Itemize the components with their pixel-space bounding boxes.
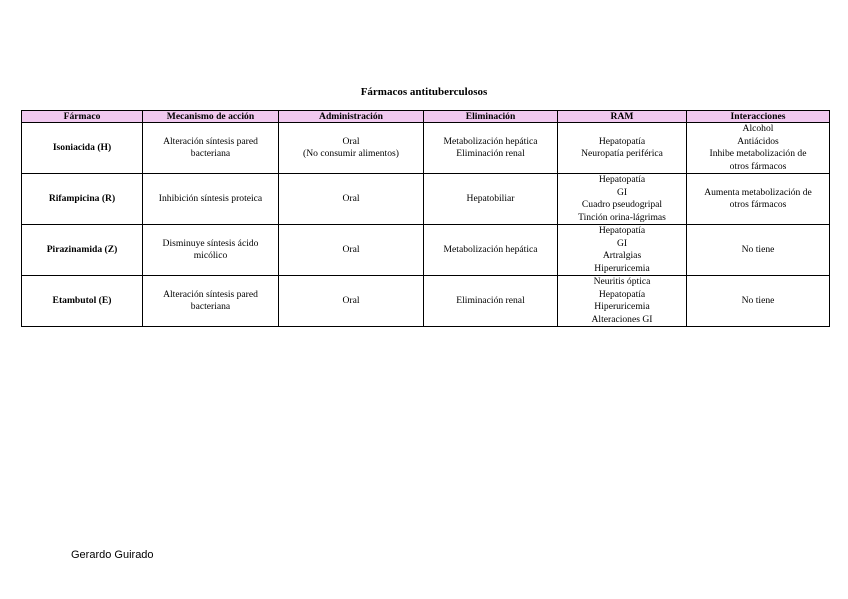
cell-ram xyxy=(558,225,687,276)
cell-interacciones xyxy=(687,225,830,276)
cell-line: (No consumir alimentos) xyxy=(303,148,399,159)
cell-line: Hepatopatía xyxy=(598,225,646,236)
drugs-table xyxy=(21,110,830,327)
cell-line: Neuropatía periférica xyxy=(581,148,663,159)
cell-line: No tiene xyxy=(741,243,775,255)
cell-line: micólico xyxy=(193,250,228,261)
cell-line: bacteriana xyxy=(190,301,231,312)
cell-line: Oral xyxy=(342,135,360,147)
cell-line: Artralgias xyxy=(602,250,642,261)
cell-interacciones xyxy=(687,276,830,327)
cell-administracion xyxy=(279,276,424,327)
cell-line: Metabolización hepática xyxy=(443,243,538,255)
table-row xyxy=(22,123,830,174)
cell-mecanismo xyxy=(143,174,279,225)
cell-line: Oral xyxy=(342,294,360,306)
cell-line: No tiene xyxy=(741,294,775,306)
table-header-row xyxy=(22,111,830,123)
header-farmaco: Fármaco xyxy=(22,111,143,123)
cell-line: Hiperuricemia xyxy=(594,301,650,312)
cell-line: Hepatobiliar xyxy=(466,192,515,204)
author-footer: Gerardo Guirado xyxy=(71,549,154,561)
cell-line: otros fármacos xyxy=(729,199,787,210)
cell-eliminacion xyxy=(424,123,558,174)
cell-line: Hiperuricemia xyxy=(594,262,650,274)
cell-line: Alteración síntesis pared xyxy=(163,288,258,300)
cell-eliminacion xyxy=(424,225,558,276)
cell-eliminacion xyxy=(424,276,558,327)
cell-line: Disminuye síntesis ácido xyxy=(162,237,259,249)
cell-line: Alcohol xyxy=(742,123,774,134)
cell-line: GI xyxy=(616,186,628,198)
cell-line: Neuritis óptica xyxy=(593,276,651,287)
cell-line: bacteriana xyxy=(190,148,231,159)
cell-interacciones xyxy=(687,123,830,174)
cell-line: Eliminación renal xyxy=(456,148,525,159)
cell-line: Oral xyxy=(342,243,360,255)
cell-farmaco: Rifampicina (R) xyxy=(22,174,143,225)
cell-line: Cuadro pseudogripal xyxy=(581,199,663,210)
header-ram: RAM xyxy=(558,111,687,123)
cell-line: Metabolización hepática xyxy=(443,135,538,147)
cell-farmaco: Etambutol (E) xyxy=(22,276,143,327)
cell-line: otros fármacos xyxy=(729,160,787,172)
cell-line: Tinción orina-lágrimas xyxy=(578,211,666,223)
cell-mecanismo xyxy=(143,276,279,327)
cell-administracion xyxy=(279,123,424,174)
cell-eliminacion xyxy=(424,174,558,225)
cell-line: Hepatopatía xyxy=(598,135,646,147)
cell-mecanismo xyxy=(143,225,279,276)
cell-line: Inhibe metabolización de xyxy=(709,148,807,159)
header-administracion: Administración xyxy=(279,111,424,123)
cell-line: Inhibición síntesis proteica xyxy=(158,192,263,204)
cell-line: Eliminación renal xyxy=(456,294,525,306)
cell-line: Hepatopatía xyxy=(598,288,646,300)
cell-administracion xyxy=(279,225,424,276)
cell-line: Oral xyxy=(342,192,360,204)
cell-line: Antiácidos xyxy=(737,135,779,147)
document-title: Fármacos antituberculosos xyxy=(360,86,488,98)
cell-administracion xyxy=(279,174,424,225)
cell-line: Alteraciones GI xyxy=(591,313,653,325)
cell-farmaco: Pirazinamida (Z) xyxy=(22,225,143,276)
header-interacciones: Interacciones xyxy=(687,111,830,123)
cell-line: Aumenta metabolización de xyxy=(704,186,812,198)
cell-interacciones xyxy=(687,174,830,225)
cell-ram xyxy=(558,123,687,174)
cell-farmaco: Isoniacida (H) xyxy=(22,123,143,174)
header-mecanismo: Mecanismo de acción xyxy=(143,111,279,123)
cell-mecanismo xyxy=(143,123,279,174)
table-row xyxy=(22,276,830,327)
table-row xyxy=(22,174,830,225)
table-row xyxy=(22,225,830,276)
cell-line: GI xyxy=(616,237,628,249)
cell-ram xyxy=(558,174,687,225)
cell-line: Hepatopatía xyxy=(598,174,646,185)
header-eliminacion: Eliminación xyxy=(424,111,558,123)
cell-line: Alteración síntesis pared xyxy=(163,135,258,147)
cell-ram xyxy=(558,276,687,327)
